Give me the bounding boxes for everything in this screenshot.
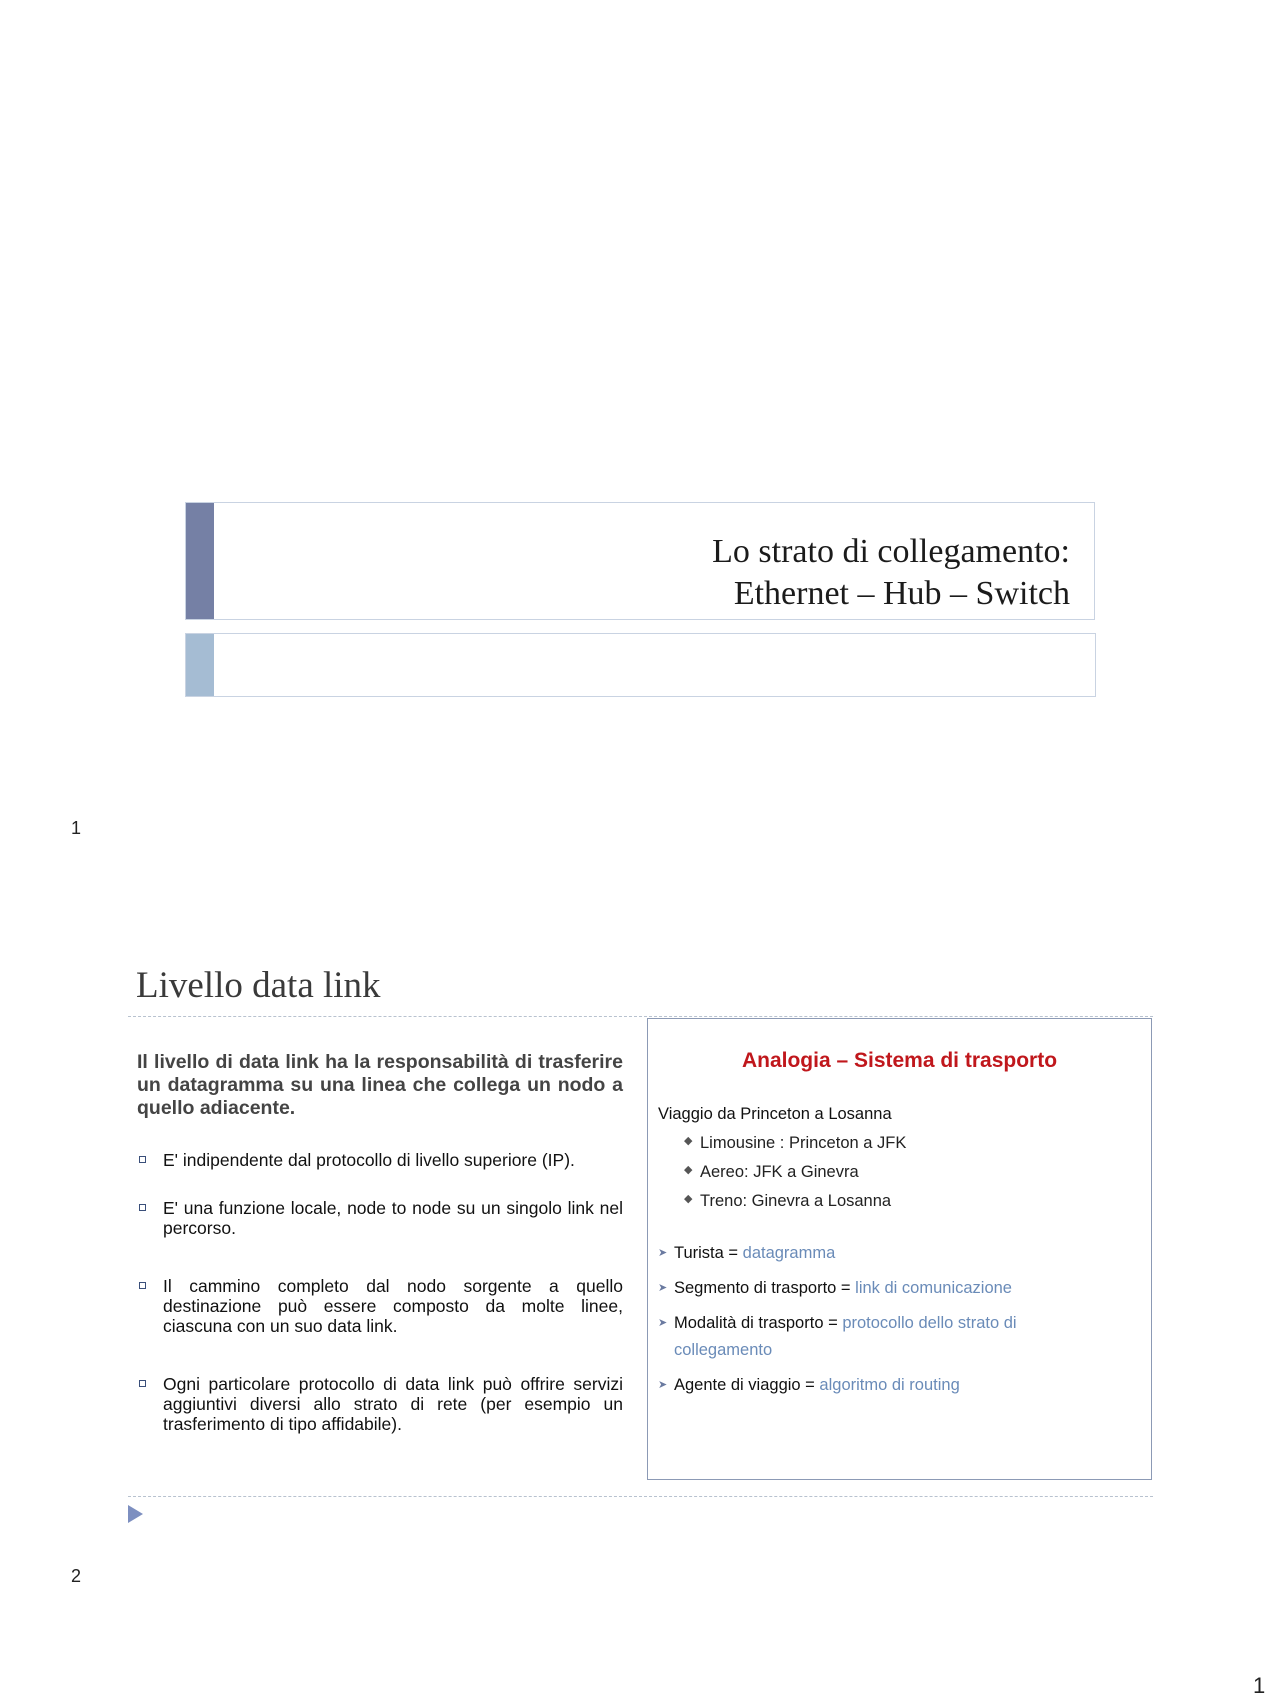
analogy-mapping: ➤ Modalità di trasporto = protocollo dello strato di collegamento [658,1310,1078,1364]
subtitle-accent-bar [186,634,214,696]
list-item: Ogni particolare protocollo di data link può offrire servizi aggiuntivi diversi allo strato di rete (per esempio un trasferimento di tipo affidabile). [137,1374,623,1434]
title-accent-bar [186,503,214,619]
list-item: E' una funzione locale, node to node su un singolo link nel percorso. [137,1198,623,1238]
lead-paragraph: Il livello di data link ha la responsabilità di trasferire un datagramma su una linea che collega un nodo a quello adiacente. [137,1051,623,1119]
analogy-mapping: ➤ Agente di viaggio = algoritmo di routing [658,1372,1078,1399]
slide1-page-number: 1 [71,818,82,838]
list-item: E' indipendente dal protocollo di livello superiore (IP). [137,1150,623,1170]
slide2-page-number: 2 [71,1566,82,1586]
arrow-bullet-icon: ➤ [658,1317,668,1329]
title-box [185,502,1095,620]
analogy-mapping: ➤ Segmento di trasporto = link di comunicazione [658,1275,1078,1302]
square-bullet-icon [139,1282,146,1289]
subtitle-box [185,633,1096,697]
diamond-bullet-icon: ◆ [684,1193,693,1205]
slide1-title-line2: Ethernet – Hub – Switch [733,575,1070,612]
trip-leg: ◆ Treno: Ginevra a Losanna [684,1192,892,1210]
arrow-bullet-icon: ➤ [658,1282,668,1294]
panel-title: Analogia – Sistema di trasporto [741,1049,1058,1072]
analogy-panel [647,1018,1152,1480]
square-bullet-icon [139,1204,146,1211]
diamond-bullet-icon: ◆ [684,1164,693,1176]
arrow-bullet-icon: ➤ [658,1379,668,1391]
slide2-title: Livello data link [136,965,381,1006]
panel-trip: Viaggio da Princeton a Losanna [658,1105,892,1123]
slide1-title [712,531,1070,615]
document-page-number: 1 [1253,1673,1266,1698]
trip-leg: ◆ Aereo: JFK a Ginevra [684,1163,859,1181]
title-divider [128,1016,1153,1017]
square-bullet-icon [139,1156,146,1163]
analogy-mapping: ➤ Turista = datagramma [658,1240,1078,1267]
next-slide-icon [128,1505,143,1523]
trip-leg: ◆ Limousine : Princeton a JFK [684,1134,907,1152]
slide1-title-line1: Lo strato di collegamento: [712,533,1070,570]
list-item: Il cammino completo dal nodo sorgente a quello destinazione può essere composto da molte linee, ciascuna con un suo data link. [137,1276,623,1336]
footer-divider [128,1496,1153,1497]
square-bullet-icon [139,1380,146,1387]
arrow-bullet-icon: ➤ [658,1247,668,1259]
diamond-bullet-icon: ◆ [684,1135,693,1147]
